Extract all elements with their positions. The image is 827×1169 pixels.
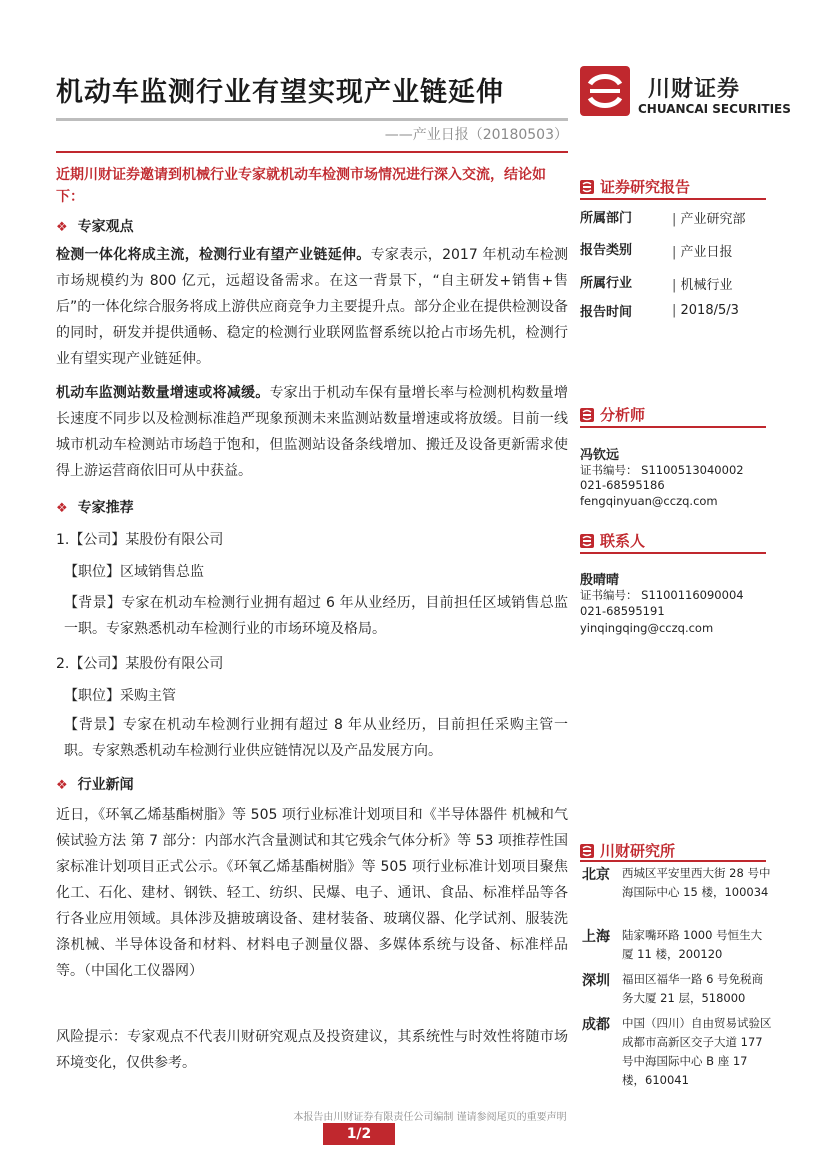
views-paragraph-1 — [56, 242, 568, 372]
news-paragraph: 近日，《环氧乙烯基酯树脂》等 505 项行业标准计划项目和《半导体器件 机械和气候试验方法 第 7 部分：内部水汽含量测试和其它残余气体分析》等 53 项推荐性国家标准计划项目正式公示。《环氧乙烯基酯树脂》等 505 项行业标准计划项目聚焦化工、石化、建材、钢铁、轻工、纺织、民爆、电子、通讯、食品、标准样品等各行各业应用领域。具体涉及搪玻璃设备、建材装备、玻璃仪器、化学试剂、服装洗涤机械、半导体设备和材料、材料电子测量仪器、多媒体系统与设备、标准样品等。（中国化工仪器网） — [56, 807, 568, 979]
sidebar-divider — [580, 426, 766, 428]
section-heading-news: ❖ 行业新闻 — [56, 777, 134, 793]
brand-mini-icon — [580, 180, 594, 194]
office-city-chengdu: 成都 — [582, 1017, 610, 1033]
office-address-shanghai: 陆家嘴环路 1000 号恒生大厦 11 楼，200120 — [622, 928, 763, 961]
section-heading-views: ❖ 专家观点 — [56, 219, 134, 235]
header-divider — [56, 151, 568, 153]
expert-2-background: 【背景】专家在机动车检测行业拥有超过 8 年从业经历，目前担任采购主管一职。专家熟悉机动车检测行业供应链情况以及产品发展方向。 — [64, 717, 568, 759]
meta-value-date: | 2018/5/3 — [672, 303, 739, 318]
section-heading-recommend: ❖ 专家推荐 — [56, 500, 134, 516]
views-p2-lead: 机动车监测站数量增速或将减缓。 — [56, 385, 270, 401]
expert-1-company: 1.【公司】某股份有限公司 — [56, 532, 224, 548]
page-title: 机动车监测行业有望实现产业链延伸 — [56, 77, 504, 108]
company-logo-icon — [580, 66, 630, 116]
meta-key-department: 所属部门 — [580, 211, 633, 226]
analyst-name: 冯钦远 — [580, 448, 620, 463]
analyst-phone: 021-68595186 — [580, 478, 665, 492]
sidebar-divider — [580, 552, 766, 554]
analyst-cert: 证书编号： S1100513040002 — [580, 463, 744, 477]
page-number: 1/2 — [323, 1123, 395, 1145]
expert-1-role: 【职位】区域销售总监 — [64, 564, 204, 580]
diamond-bullet-icon: ❖ — [56, 220, 68, 235]
brand-mini-icon — [580, 534, 594, 548]
meta-key-industry: 所属行业 — [580, 276, 633, 291]
views-p1-body: 专家表示，2017 年机动车检测市场规模约为 800 亿元，远超设备需求。在这一背景下，“自主研发+销售+售后”的一体化综合服务将成上游供应商竞争力主要提升点。部分企业在提供检测设备的同时，研发并提供通畅、稳定的检测行业联网监督系统以抢占市场先机，检测行业有望实现产业链延伸。 — [56, 247, 568, 367]
sidebar-heading-report: 证券研究报告 — [580, 176, 690, 197]
sidebar-heading-institute: 川财研究所 — [580, 840, 675, 861]
contact-cert: 证书编号： S1100116090004 — [580, 588, 744, 602]
intro-summary: 近期川财证券邀请到机械行业专家就机动车检测市场情况进行深入交流，结论如下： — [56, 167, 546, 205]
title-divider — [56, 118, 568, 121]
expert-2-role: 【职位】采购主管 — [64, 688, 176, 704]
logo-text-en: CHUANCAI SECURITIES — [638, 102, 791, 116]
meta-value-department: | 产业研究部 — [672, 208, 746, 227]
brand-mini-icon — [580, 408, 594, 422]
expert-1-background: 【背景】专家在机动车检测行业拥有超过 6 年从业经历，目前担任区域销售总监一职。专家熟悉机动车检测行业的市场环境及格局。 — [64, 595, 568, 637]
report-subtitle: ——产业日报（20180503） — [384, 127, 568, 143]
risk-disclaimer: 风险提示：专家观点不代表川财研究观点及投资建议，其系统性与时效性将随市场环境变化，仅供参考。 — [56, 1029, 568, 1071]
office-city-shenzhen: 深圳 — [582, 973, 610, 989]
brand-mini-icon — [580, 844, 594, 858]
office-city-beijing: 北京 — [582, 867, 610, 883]
diamond-bullet-icon: ❖ — [56, 778, 68, 793]
sidebar-divider — [580, 860, 766, 862]
logo-text-cn: 川财证券 — [648, 77, 741, 102]
meta-key-category: 报告类别 — [580, 243, 633, 258]
office-city-shanghai: 上海 — [582, 929, 610, 945]
views-paragraph-2 — [56, 380, 568, 484]
contact-phone: 021-68595191 — [580, 604, 665, 618]
sidebar-divider — [580, 198, 766, 200]
diamond-bullet-icon: ❖ — [56, 501, 68, 516]
office-address-shenzhen: 福田区福华一路 6 号免税商务大厦 21 层，518000 — [622, 972, 764, 1005]
meta-key-date: 报告时间 — [580, 305, 633, 320]
office-address-chengdu: 中国（四川）自由贸易试验区成都市高新区交子大道 177 号中海国际中心 B 座 17 楼，610041 — [622, 1016, 772, 1087]
sidebar-heading-analyst: 分析师 — [580, 404, 645, 425]
views-p1-lead: 检测一体化将成主流，检测行业有望产业链延伸。 — [56, 247, 371, 263]
meta-value-industry: | 机械行业 — [672, 274, 733, 293]
footer-disclaimer: 本报告由川财证券有限责任公司编制 谨请参阅尾页的重要声明 — [293, 1112, 567, 1123]
contact-name: 殷晴晴 — [580, 573, 620, 588]
analyst-email[interactable]: fengqinyuan@cczq.com — [580, 494, 718, 508]
views-p2-body: 专家出于机动车保有量增长率与检测机构数量增长速度不同步以及检测标准趋严现象预测未来监测站数量增速或将放缓。目前一线城市机动车检测站市场趋于饱和，但监测站设备条线增加、搬迁及设备更新需求使得上游运营商依旧可从中获益。 — [56, 385, 569, 479]
contact-email[interactable]: yinqingqing@cczq.com — [580, 621, 714, 635]
meta-value-category: | 产业日报 — [672, 241, 733, 260]
sidebar-heading-contact: 联系人 — [580, 530, 645, 551]
office-address-beijing: 西城区平安里西大街 28 号中海国际中心 15 楼，100034 — [622, 866, 771, 899]
expert-2-company: 2.【公司】某股份有限公司 — [56, 656, 224, 672]
